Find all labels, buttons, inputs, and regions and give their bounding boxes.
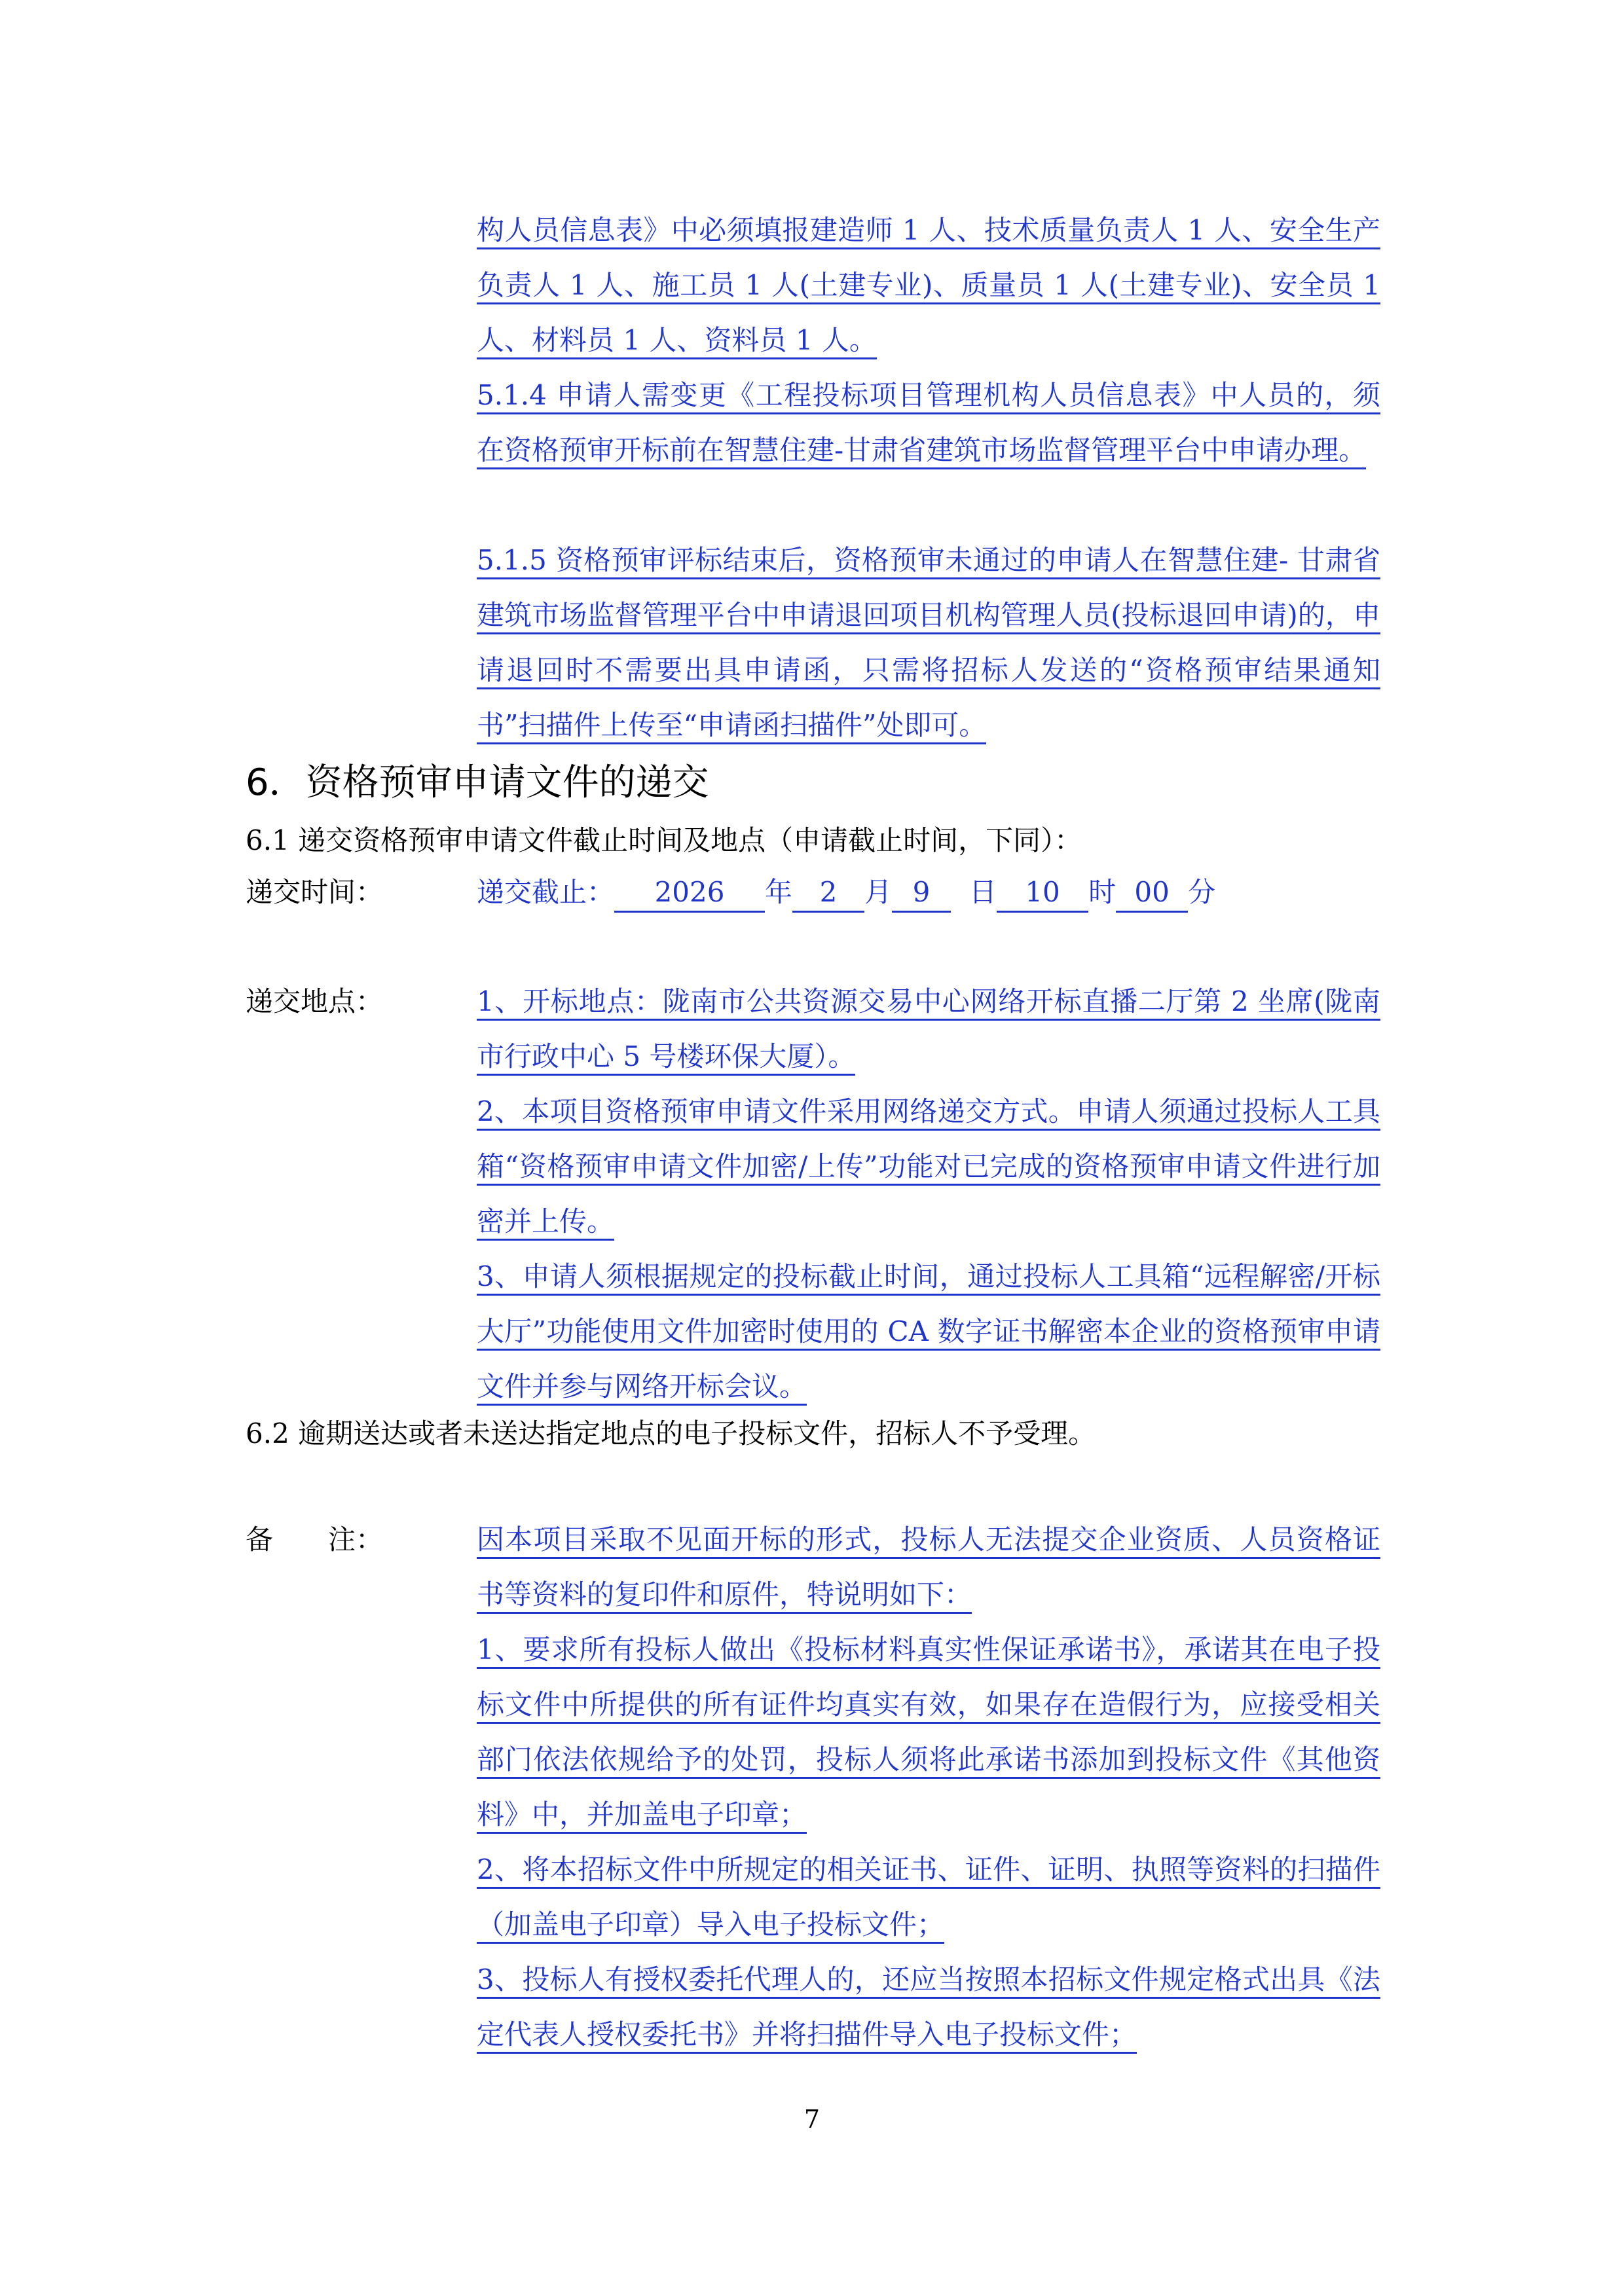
deadline-hour-unit: 时 xyxy=(1088,876,1116,908)
deadline-year-unit: 年 xyxy=(765,876,793,908)
place-1-text: 1、开标地点：陇南市公共资源交易中心网络开标直播二厅第 2 坐席(陇南市行政中心 5 号楼环保大厦）。 xyxy=(477,985,1380,1076)
remarks-item-1-text: 1、要求所有投标人做出《投标材料真实性保证承诺书》，承诺其在电子投标文件中所提供的所有证件均真实有效，如果存在造假行为，应接受相关部门依法依规给予的处罚，投标人须将此承诺书添加到投标文件《其他资料》中，并加盖电子印章； xyxy=(477,1633,1380,1834)
sec5-paragraph-3 xyxy=(477,533,1380,753)
section-heading: 6．资格预审申请文件的递交 xyxy=(246,761,709,804)
submission-place-label: 递交地点： xyxy=(246,985,384,1017)
sec5-text-2: 5.1.4 申请人需变更《工程投标项目管理机构人员信息表》中人员的，须在资格预审开标前在智慧住建-甘肃省建筑市场监督管理平台中申请办理。 xyxy=(477,379,1380,469)
submission-place-3 xyxy=(477,1249,1380,1414)
deadline-prefix: 递交截止： xyxy=(477,876,615,908)
deadline-month-unit: 月 xyxy=(864,876,893,908)
remarks-intro-text: 因本项目采取不见面开标的形式，投标人无法提交企业资质、人员资格证书等资料的复印件和原件，特说明如下： xyxy=(477,1523,1380,1614)
sec5-paragraph-1 xyxy=(477,203,1380,368)
sec5-text-3: 5.1.5 资格预审评标结束后，资格预审未通过的申请人在智慧住建- 甘肃省建筑市场监督管理平台中申请退回项目机构管理人员(投标退回申请)的，申请退回时不需要出具申请函，只需将招标人发送的“资格预审结果通知书”扫描件上传至“申请函扫描件”处即可。 xyxy=(477,544,1380,744)
clause-6-1: 6.1 递交资格预审申请文件截止时间及地点（申请截止时间，下同）： xyxy=(246,824,1082,856)
deadline-month: 2 xyxy=(792,874,864,913)
sec5-text-1: 构人员信息表》中必须填报建造师 1 人、技术质量负责人 1 人、安全生产负责人 1 人、施工员 1 人(土建专业)、质量员 1 人(土建专业)、安全员 1 人、材料员 1 人、资料员 1 人。 xyxy=(477,214,1380,359)
deadline-minute-unit: 分 xyxy=(1188,876,1216,908)
deadline-day-unit: 日 xyxy=(969,876,997,908)
submission-time-label: 递交时间： xyxy=(246,876,384,908)
submission-deadline xyxy=(477,873,1215,913)
remarks-item-3 xyxy=(477,1952,1380,2062)
place-3-text: 3、申请人须根据规定的投标截止时间，通过投标人工具箱“远程解密/开标大厅”功能使用文件加密时使用的 CA 数字证书解密本企业的资格预审申请文件并参与网络开标会议。 xyxy=(477,1260,1380,1406)
deadline-day: 9 xyxy=(892,874,951,913)
page-number: 7 xyxy=(803,2105,821,2134)
place-2-text: 2、本项目资格预审申请文件采用网络递交方式。申请人须通过投标人工具箱“资格预审申请文件加密/上传”功能对已完成的资格预审申请文件进行加密并上传。 xyxy=(477,1095,1380,1241)
remarks-item-2 xyxy=(477,1842,1380,1952)
deadline-hour: 10 xyxy=(997,874,1088,913)
deadline-minute: 00 xyxy=(1116,874,1188,913)
remarks-item-3-text: 3、投标人有授权委托代理人的，还应当按照本招标文件规定格式出具《法定代表人授权委托书》并将扫描件导入电子投标文件； xyxy=(477,1963,1380,2054)
deadline-year: 2026 xyxy=(614,874,765,913)
remarks-label: 备 注： xyxy=(246,1523,384,1556)
remarks-item-1 xyxy=(477,1622,1380,1842)
sec5-paragraph-2 xyxy=(477,368,1380,478)
submission-place-2 xyxy=(477,1084,1380,1249)
remarks-intro xyxy=(477,1512,1380,1622)
clause-6-2: 6.2 逾期送达或者未送达指定地点的电子投标文件，招标人不予受理。 xyxy=(246,1417,1096,1449)
remarks-item-2-text: 2、将本招标文件中所规定的相关证书、证件、证明、执照等资料的扫描件（加盖电子印章）导入电子投标文件； xyxy=(477,1853,1380,1944)
submission-place-1 xyxy=(477,974,1380,1084)
